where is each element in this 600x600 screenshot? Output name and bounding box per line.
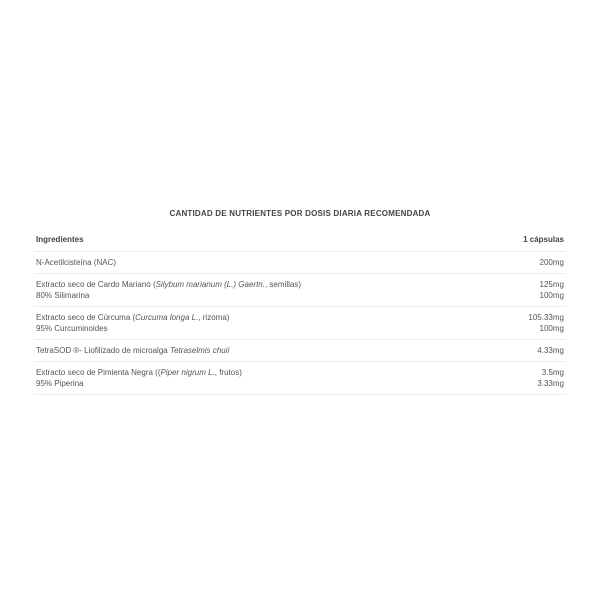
ingredient-subline: 80% Silimarina [36,291,90,300]
amount-value: 105.33mg [528,313,564,322]
amount-cell [540,257,564,268]
ingredient-subline: 95% Curcuminoides [36,324,108,333]
amount-cell [537,367,564,389]
ingredient-cell [36,367,242,389]
ingredient-cell [36,312,229,334]
amount-value: 200mg [539,258,564,267]
ingredient-line: Extracto seco de Pimienta Negra ((Piper nigrum L., frutos) [36,368,242,377]
nutrition-table [34,206,566,395]
ingredient-line: TetraSOD ®- Liofilizado de microalga Tetraselmis chuii [36,346,230,355]
ingredient-subline: 95% Piperina [36,379,84,388]
amount-value: 125mg [539,280,564,289]
table-title: CANTIDAD DE NUTRIENTES POR DOSIS DIARIA RECOMENDADA [169,209,431,218]
header-dose: 1 cápsulas [523,235,564,244]
amount-value: 100mg [539,324,564,333]
ingredient-cell [36,279,301,301]
header-ingredients: Ingredientes [36,235,84,244]
table-row [34,362,566,395]
amount-cell [540,279,564,301]
ingredient-cell [36,257,116,268]
table-row [34,252,566,274]
amount-value: 100mg [539,291,564,300]
amount-value: 3.5mg [541,368,564,377]
amount-value: 3.33mg [537,379,564,388]
table-row [34,307,566,340]
amount-cell [528,312,564,334]
ingredient-line: Extracto seco de Cúrcuma (Curcuma longa L., rizoma) [36,313,230,322]
table-row [34,340,566,362]
ingredient-line: N-Acetilcisteína (NAC) [36,258,117,267]
amount-cell [537,345,564,356]
table-header-row [34,230,566,252]
amount-value: 4.33mg [537,346,564,355]
table-row [34,274,566,307]
ingredient-line: Extracto seco de Cardo Mariano (Silybum marianum (L.) Gaertn., semillas) [36,280,301,289]
ingredient-cell [36,345,229,356]
